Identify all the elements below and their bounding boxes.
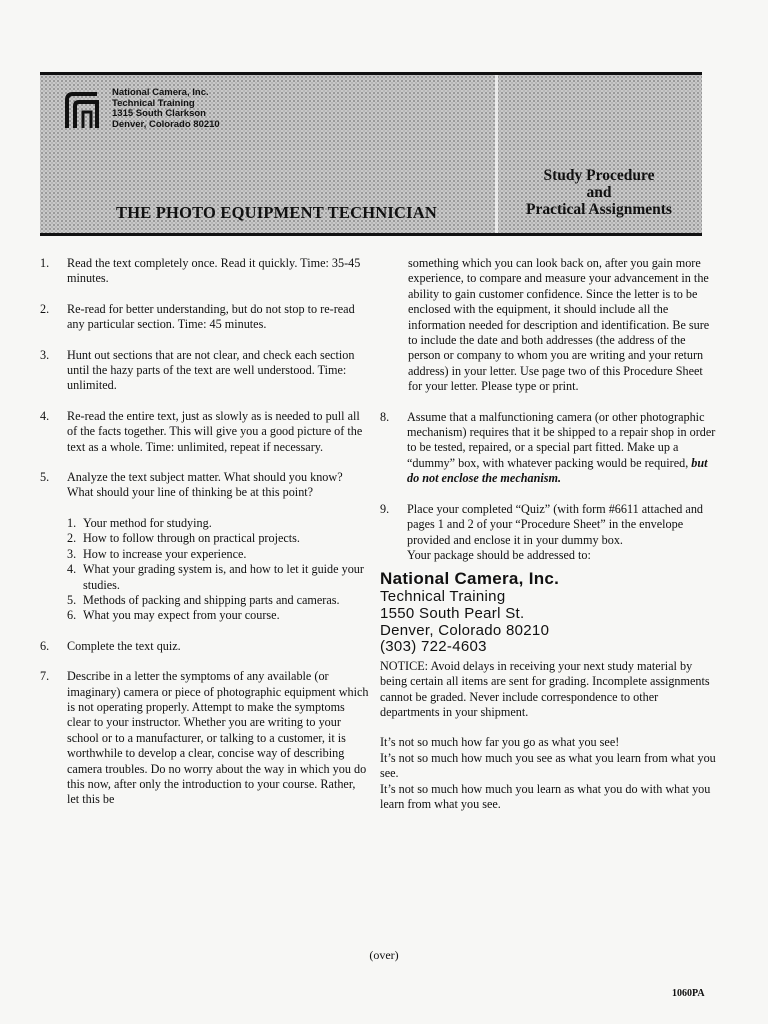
quote-line: It’s not so much how far you go as what you see!	[380, 735, 620, 750]
sub-item-text: Methods of packing and shipping parts and cameras.	[83, 592, 340, 607]
sub-item-number: 4.	[67, 562, 77, 577]
item-number: 5.	[40, 470, 50, 485]
side-title	[510, 167, 688, 218]
left-column	[40, 256, 370, 823]
sub-item	[67, 593, 370, 608]
procedure-item	[40, 409, 370, 455]
header-banner	[40, 72, 702, 236]
sub-list	[67, 516, 370, 624]
item-text: Read the text completely once. Read it quickly. Time: 35-45 minutes.	[67, 256, 361, 286]
header-address	[112, 88, 220, 130]
sub-item	[67, 562, 370, 593]
item-text: Hunt out sections that are not clear, and check each section until the hazy parts of the text are well understood. Time: unlimited.	[67, 347, 355, 393]
address-line: National Camera, Inc.	[112, 87, 209, 98]
procedure-item	[40, 470, 370, 501]
document-title: THE PHOTO EQUIPMENT TECHNICIAN	[116, 203, 437, 222]
procedure-item	[40, 639, 370, 654]
item-text: Complete the text quiz.	[67, 638, 181, 653]
address-line: 1315 South Clarkson	[112, 108, 206, 119]
procedure-item	[40, 302, 370, 333]
company-name: National Camera, Inc.	[380, 569, 560, 589]
sub-item-text: What you may expect from your course.	[83, 608, 280, 623]
procedure-item	[380, 502, 716, 564]
procedure-item	[40, 256, 370, 287]
notice-text: NOTICE: Avoid delays in receiving your next study material by being certain all items are sent for grading. Incomplete assignments cannot be graded. Never include correspondence to other departments in your shipment.	[380, 658, 710, 719]
sub-item-number: 6.	[67, 608, 77, 623]
right-column	[380, 256, 716, 812]
form-code: 1060PA	[672, 988, 705, 999]
procedure-item	[40, 669, 370, 808]
sub-item	[67, 608, 370, 623]
item-number: 6.	[40, 638, 50, 653]
item-tail-text: Your package should be addressed to:	[407, 547, 591, 562]
sub-item	[67, 516, 370, 531]
procedure-item	[40, 348, 370, 394]
company-dept: Technical Training	[380, 588, 506, 606]
sub-item-number: 3.	[67, 546, 77, 561]
company-city: Denver, Colorado 80210	[380, 621, 550, 639]
item-7-continued: something which you can look back on, after you gain more experience, to compare and measure your advancement in the ability to gain customer confidence. Since the letter is to be enclosed with the equipment, it should include all the information needed for description and identification. Be sure to include the date and both addresses (the address of the person or company to whom you are writing and your return address) in your letter. Use page two of this Procedure Sheet for your letter. Please type or print.	[408, 256, 710, 394]
item-number: 2.	[40, 301, 50, 316]
side-title-line: Practical Assignments	[526, 201, 672, 218]
sub-item-text: How to follow through on practical projects.	[83, 531, 300, 546]
procedure-item	[380, 410, 716, 487]
item-emphasis: but do not enclose the mechanism.	[407, 455, 708, 486]
item-text: Re-read the entire text, just as slowly as is needed to pull all of the facts together. This will give you a good picture of the text as a whole. Time: unlimited, repeat if necessary.	[67, 408, 363, 454]
page-over-note: (over)	[369, 948, 399, 962]
company-street: 1550 South Pearl St.	[380, 604, 525, 622]
item-text: Describe in a letter the symptoms of any available (or imaginary) camera or piece of photographic equipment which is not operating properly. Attempt to make the symptoms clear to your instructor. Whether you are writing to your school or to a manufacturer, or talking to a customer, it is worthwhile to develop a clear, concise way of describing camera troubles. Do no worry about the way in which you do this now, after only the introduction to your course. Rather, let this be	[67, 669, 369, 807]
item-number: 8.	[380, 409, 390, 424]
address-line: Technical Training	[112, 97, 195, 109]
company-phone: (303) 722-4603	[380, 638, 487, 656]
item-text: Place your completed “Quiz” (with form #6611 attached and pages 1 and 2 of your “Procedure Sheet” in the envelope provided and enclose it in your dummy box.	[407, 501, 704, 547]
quote-line: It’s not so much how much you see as what you learn from what you see.	[380, 750, 716, 781]
sub-item-number: 2.	[67, 531, 77, 546]
item-text: Analyze the text subject matter. What should you know? What should your line of thinking be at this point?	[67, 470, 343, 500]
side-title-line: and	[586, 184, 612, 201]
sub-item	[67, 531, 370, 546]
item-text: Assume that a malfunctioning camera (or other photographic mechanism) requires that it be shipped to a repair shop in order to be tested, repaired, or a special part fitted. Make up a “dummy” box, with whatever packing would be required,	[407, 409, 716, 470]
item-number: 9.	[380, 501, 390, 516]
ship-to-address	[380, 569, 716, 655]
sub-item-text: What your grading system is, and how to let it guide your studies.	[83, 562, 364, 592]
header-divider	[495, 75, 498, 233]
sub-item-text: Your method for studying.	[83, 515, 212, 530]
address-line: Denver, Colorado 80210	[112, 118, 220, 130]
item-number: 1.	[40, 256, 50, 270]
sub-item-text: How to increase your experience.	[83, 546, 247, 561]
item-number: 3.	[40, 347, 50, 362]
item-number: 4.	[40, 408, 50, 423]
sub-item-number: 5.	[67, 592, 77, 607]
sub-item-number: 1.	[67, 515, 77, 530]
national-camera-logo	[64, 90, 100, 130]
side-title-line: Study Procedure	[543, 167, 655, 184]
item-number: 7.	[40, 669, 50, 684]
sub-item	[67, 547, 370, 562]
quote-line: It’s not so much how much you learn as what you do with what you learn from what you see.	[380, 781, 711, 811]
item-text: Re-read for better understanding, but do not stop to re-read any particular section. Time: 45 minutes.	[67, 301, 355, 332]
